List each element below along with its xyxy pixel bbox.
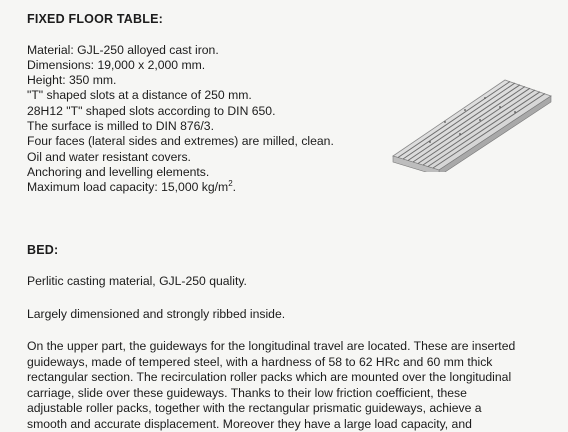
spec-anchoring: Anchoring and levelling elements. <box>27 165 209 179</box>
paragraph-line: smooth and accurate displacement. Moreover they have a large load capacity, and <box>27 417 542 432</box>
spec-dimensions: Dimensions: 19,000 x 2,000 mm. <box>27 58 205 72</box>
paragraph-line: guideways, made of tempered steel, with a hardness of 58 to 62 HRc and 60 mm thick <box>27 355 542 371</box>
paragraph-line: adjustable roller packs, together with the rectangular prismatic guideways, achieve a <box>27 401 542 417</box>
fixed-floor-table-heading: FIXED FLOOR TABLE: <box>27 12 163 26</box>
floor-table-illustration <box>385 72 555 172</box>
max-load-text: Maximum load capacity: 15,000 kg/m <box>27 180 228 194</box>
spec-faces: Four faces (lateral sides and extremes) are milled, clean. <box>27 134 334 148</box>
bed-guideways-paragraph <box>27 339 542 432</box>
spec-slot-standard: 28H12 "T" shaped slots according to DIN 650. <box>27 104 275 118</box>
max-load-end: . <box>233 180 236 194</box>
bed-dimensions: Largely dimensioned and strongly ribbed inside. <box>27 307 285 321</box>
paragraph-line: carriage, slide over these guideways. Thanks to their low friction coefficient, these <box>27 386 542 402</box>
paragraph-line: rectangular section. The recirculation roller packs which are mounted over the longitudinal <box>27 370 542 386</box>
spec-surface: The surface is milled to DIN 876/3. <box>27 119 214 133</box>
max-load-exponent: 2 <box>228 179 232 188</box>
spec-height: Height: 350 mm. <box>27 73 116 87</box>
bed-heading: BED: <box>27 243 58 257</box>
spec-max-load <box>27 180 236 194</box>
spec-covers: Oil and water resistant covers. <box>27 150 191 164</box>
bed-material: Perlitic casting material, GJL-250 quality. <box>27 274 247 288</box>
spec-slot-distance: "T" shaped slots at a distance of 250 mm. <box>27 88 252 102</box>
paragraph-line: On the upper part, the guideways for the longitudinal travel are located. These are inserted <box>27 339 542 355</box>
spec-material: Material: GJL-250 alloyed cast iron. <box>27 43 219 57</box>
